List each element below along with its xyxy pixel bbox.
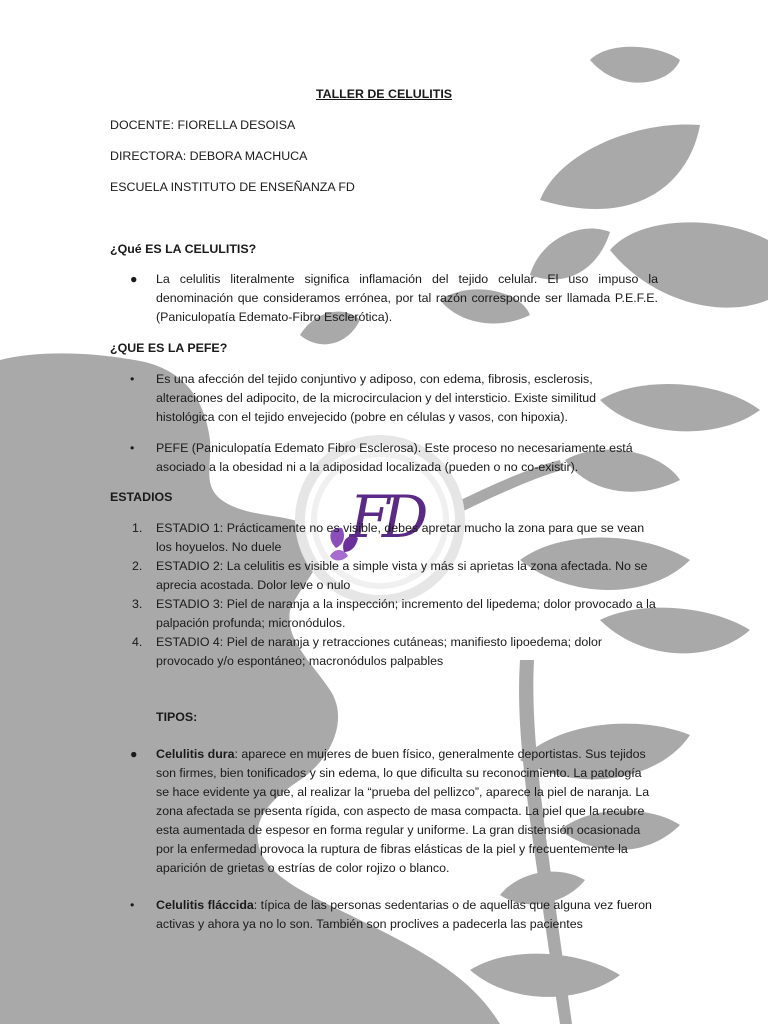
bullet-icon: • [130,441,135,455]
list-item: ESTADIO 3: Piel de naranja a la inspección; incremento del lipedema; dolor provocado a la palpación profunda; micronódulos. [156,597,656,630]
list-item: La celulitis literalmente significa inflamación del tejido celular. El uso impuso la denominación que consideramos errónea, por tal razón corresponde ser llamada P.E.F.E. (Paniculopatía Edemato-Fibro Esclerótica). [156,272,658,324]
escuela-line: ESCUELA INSTITUTO DE ENSEÑANZA FD [110,180,355,194]
directora-line: DIRECTORA: DEBORA MACHUCA [110,149,308,163]
list-number: 3. [132,597,143,611]
logo-text: FD [349,483,421,551]
leaf-shape [540,124,700,209]
bullet-icon: ● [130,272,138,286]
list-item: ESTADIO 2: La celulitis es visible a simple vista y más si aprietas la zona afectada. No se aprecia acostada. Dolor leve o nulo [156,559,648,592]
list-item: ESTADIO 4: Piel de naranja y retracciones cutáneas; manifiesto lipoedema; dolor provocado y/o espontáneo; macronódulos palpables [156,635,603,668]
term-description: : típica de las personas sedentarias o de aquellas que alguna vez fueron activas y ahora ya no lo son. También son proclives a padecerla las pacientes [156,898,652,931]
list-number: 1. [132,521,143,535]
list-item [156,745,658,878]
term-label: Celulitis dura [156,747,235,761]
list-item: ESTADIO 1: Prácticamente no es visible, debes apretar mucho la zona para que se vean los hoyuelos. No duele [156,521,645,554]
list-item: Es una afección del tejido conjuntivo y adiposo, con edema, fibrosis, esclerosis, alteraciones del adipocito, de la microcirculacion y del intersticio. Existe similitud histológica con el tejido envejecido (pobre en células y vasos, con hipoxia). [156,372,597,424]
bullet-icon: • [130,898,135,912]
leaf-shape [590,47,680,83]
leaf-shape [470,954,620,997]
list-number: 4. [132,635,143,649]
docente-line: DOCENTE: FIORELLA DESOISA [110,118,296,132]
bullet-icon: ● [130,747,138,761]
section-heading-estadios: ESTADIOS [110,490,173,504]
list-item [156,896,658,934]
term-label: Celulitis fláccida [156,898,254,912]
document-title: TALLER DE CELULITIS [315,87,453,101]
list-item: PEFE (Paniculopatía Edemato Fibro Esclerosa). Este proceso no necesariamente está asociado a la obesidad ni a la adiposidad localizada (pueden o no co-existir). [156,441,633,474]
section-heading-pefe: ¿QUE ES LA PEFE? [110,341,228,355]
list-number: 2. [132,559,143,573]
term-description: : aparece en mujeres de buen físico, generalmente deportistas. Sus tejidos son firmes, bien tonificados y sin edema, lo que dificulta su reconocimiento. La patología se hace evidente ya que, al realizar la “prueba del pellizco”, aparece la piel de naranja. La zona afectada se presenta rígida, con aspecto de masa compacta. La piel que la recubre esta aumentada de espesor en forma regular y uniforme. La gran distensión ocasionada por la enfermedad provoca la ruptura de fibras elásticas de la piel y frecuentemente la aparición de grietas o estrías de color rojizo o blanco. [156,747,650,875]
section-heading-celulitis: ¿Qué ES LA CELULITIS? [110,242,257,256]
section-heading-tipos: TIPOS: [156,710,198,724]
bullet-icon: • [130,372,135,386]
